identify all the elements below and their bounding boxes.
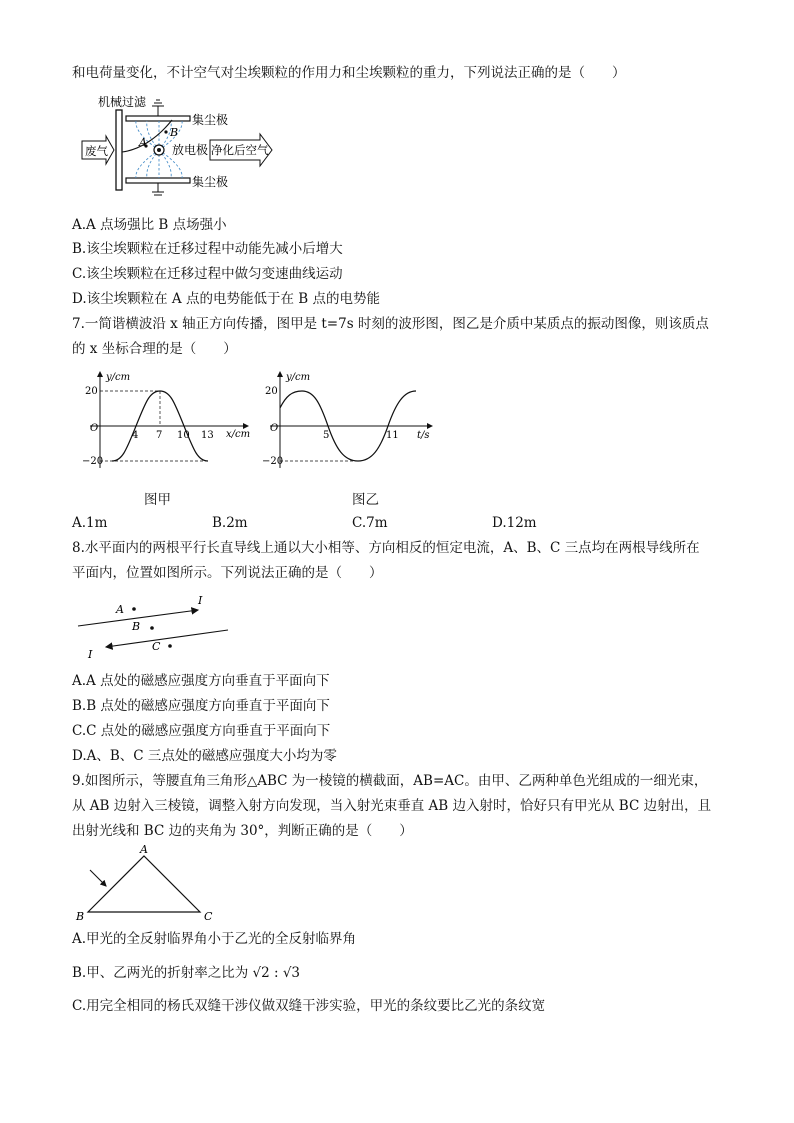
q7-wave-graph <box>80 368 260 474</box>
q9-option-b: B.甲、乙两光的折射率之比为 √2 : √3 <box>72 965 301 981</box>
x-tick-4: 4 <box>132 430 139 441</box>
q7-stem-line2: 的 x 坐标合理的是（ ） <box>72 341 237 357</box>
q8-option-d: D.A、B、C 三点处的磁感应强度大小均为零 <box>72 748 337 764</box>
x-tick-10: 10 <box>177 430 190 441</box>
x-tick-7: 7 <box>156 430 163 441</box>
label-vertex-C: C <box>204 910 213 923</box>
q9-option-a: A.甲光的全反射临界角小于乙光的全反射临界角 <box>72 931 357 947</box>
label-discharge: 放电极 <box>172 143 209 157</box>
caption-fig-a: 图甲 <box>144 492 171 508</box>
q8-option-b: B.B 点处的磁感应强度方向垂直于平面向下 <box>72 698 330 714</box>
label-vertex-B: B <box>76 910 85 923</box>
q6-precipitator-figure <box>80 92 280 198</box>
label-point-B: B <box>132 620 141 633</box>
y-tick-neg20: −20 <box>262 456 284 467</box>
q7-option-b: B.2m <box>212 515 248 531</box>
label-vertex-A: A <box>140 843 148 856</box>
origin-label: O <box>270 423 279 434</box>
label-point-C: C <box>152 640 161 653</box>
q7-option-d: D.12m <box>492 515 537 531</box>
collector-top <box>126 116 190 121</box>
q6-option-b: B.该尘埃颗粒在迁移过程中动能先减小后增大 <box>72 241 343 257</box>
q8-stem-line2: 平面内，位置如图所示。下列说法正确的是（ ） <box>72 565 383 581</box>
q7-stem-line1: 7.一简谐横波沿 x 轴正方向传播，图甲是 t=7s 时刻的波形图，图乙是介质中某质点的振动图像，则该质点 <box>72 316 709 332</box>
t-tick-5: 5 <box>323 430 330 441</box>
label-point-A: A <box>139 136 147 149</box>
q8-option-a: A.A 点处的磁感应强度方向垂直于平面向下 <box>72 673 330 689</box>
q9-stem-line1: 9.如图所示，等腰直角三角形△ABC 为一棱镜的横截面，AB=AC。由甲、乙两种单色光组成的一细光束， <box>72 773 708 789</box>
x-tick-13: 13 <box>201 430 214 441</box>
caption-fig-b: 图乙 <box>352 492 379 508</box>
label-collector-bottom: 集尘极 <box>192 175 229 189</box>
incident-ray <box>90 870 106 886</box>
q6-option-c: C.该尘埃颗粒在迁移过程中做匀变速曲线运动 <box>72 266 343 282</box>
label-point-B: B <box>170 126 179 139</box>
collector-bottom <box>126 178 190 183</box>
point-B <box>150 626 154 630</box>
label-current-top: I <box>198 594 203 607</box>
q8-option-c: C.C 点处的磁感应强度方向垂直于平面向下 <box>72 723 331 739</box>
label-filter: 机械过滤 <box>98 95 147 109</box>
x-axis-label: x/cm <box>226 429 251 440</box>
label-collector-top: 集尘极 <box>192 113 229 127</box>
q9-prism-figure <box>74 842 224 924</box>
y-tick-20: 20 <box>85 386 98 397</box>
q9-stem-line3: 出射光线和 BC 边的夹角为 30°，判断正确的是（ ） <box>72 823 413 839</box>
q7-vibration-graph <box>260 368 440 474</box>
point-A <box>132 607 136 611</box>
y-tick-neg20: −20 <box>82 456 104 467</box>
prism-triangle <box>88 856 200 912</box>
label-current-bottom: I <box>88 648 93 661</box>
y-axis-label: y/cm <box>286 372 311 383</box>
filter-plate <box>116 110 122 190</box>
point-C <box>168 644 172 648</box>
x-axis-label: t/s <box>417 430 430 441</box>
q8-wires-figure <box>76 590 236 662</box>
origin-label: O <box>90 423 99 434</box>
label-point-A: A <box>116 603 124 616</box>
q9-stem-line2: 从 AB 边射入三棱镜，调整入射方向发现，当入射光束垂直 AB 边入射时，恰好只有甲光从 BC 边射出，且 <box>72 798 712 814</box>
q7-option-c: C.7m <box>352 515 388 531</box>
q6-option-d: D.该尘埃颗粒在 A 点的电势能低于在 B 点的电势能 <box>72 291 380 307</box>
y-axis-label: y/cm <box>106 372 131 383</box>
q9-option-c: C.用完全相同的杨氏双缝干涉仪做双缝干涉实验，甲光的条纹要比乙光的条纹宽 <box>72 998 546 1014</box>
label-clean-air: 净化后空气 <box>211 143 269 157</box>
t-tick-11: 11 <box>386 430 399 441</box>
q6-option-a: A.A 点场强比 B 点场强小 <box>72 217 227 233</box>
label-waste-gas: 废气 <box>85 144 108 158</box>
q7-option-a: A.1m <box>72 515 108 531</box>
y-tick-20: 20 <box>265 386 278 397</box>
q8-stem-line1: 8.水平面内的两根平行长直导线上通以大小相等、方向相反的恒定电流，A、B、C 三点均在两根导线所在 <box>72 540 700 556</box>
wire-bottom <box>106 630 228 647</box>
q6-intro: 和电荷量变化，不计空气对尘埃颗粒的作用力和尘埃颗粒的重力，下列说法正确的是（ ） <box>72 65 626 81</box>
